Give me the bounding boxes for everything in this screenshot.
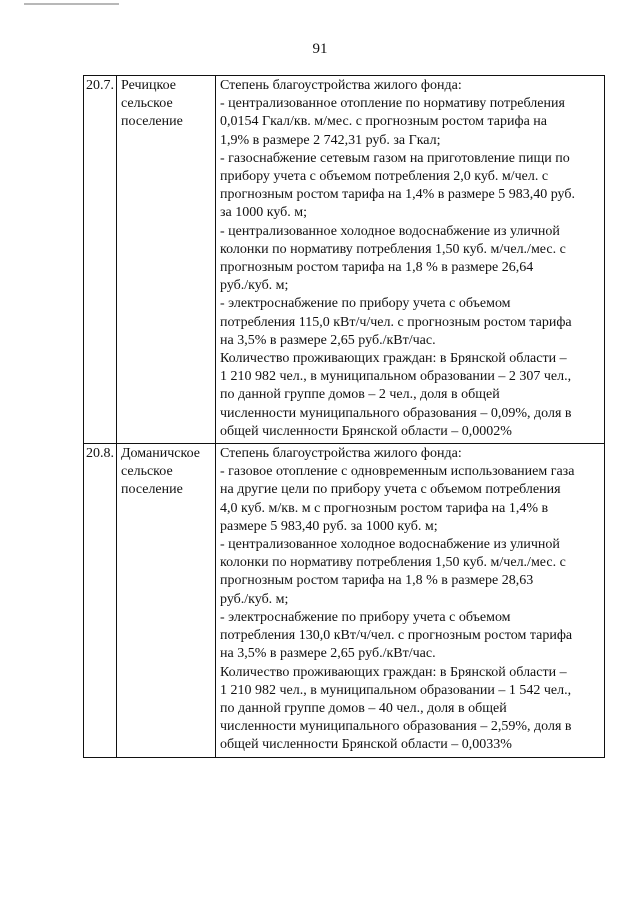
description-line: - электроснабжение по прибору учета с объемом [220,296,511,312]
description-line: численности муниципального образования – 2,59%, доля в [220,719,572,735]
description-line: Степень благоустройства жилого фонда: [220,78,462,93]
page-number: 91 [312,41,328,57]
description-line: прогнозным ростом тарифа на 1,8 % в размере 26,64 [220,260,534,276]
description-line: потребления 115,0 кВт/ч/чел. с прогнозным ростом тарифа [220,314,572,330]
description-line: 4,0 куб. м/кв. м с прогнозным ростом тарифа на 1,4% в [220,500,549,516]
description-line: по данной группе домов – 2 чел., доля в общей [220,387,500,403]
scan-artifact-line [24,3,119,5]
description-line: численности муниципального образования – 0,09%, доля в [220,405,572,421]
description-line: размере 5 983,40 руб. за 1000 куб. м; [220,518,438,534]
settlement-name-line: сельское [121,464,173,480]
description-line: на другие цели по прибору учета с объемом потребления [220,482,561,498]
description-cell [216,76,605,444]
description-line: руб./куб. м; [220,591,289,607]
table-row [84,76,605,444]
description-line: - газовое отопление с одновременным использованием газа [220,464,575,480]
row-number-cell: 20.8. [84,444,117,757]
description-line: потребления 130,0 кВт/ч/чел. с прогнозным ростом тарифа [220,628,573,644]
settlement-name-line: поселение [121,482,183,498]
description-line: 1 210 982 чел., в муниципальном образовании – 2 307 чел., [220,369,572,385]
table-body [84,76,605,758]
description-line: - централизованное холодное водоснабжение из уличной [220,223,560,239]
settlement-name-cell [117,76,216,444]
description-line: по данной группе домов – 40 чел., доля в общей [220,700,507,716]
description-line: - газоснабжение сетевым газом на приготовление пищи по [220,150,570,166]
row-number-cell: 20.7. [84,76,117,444]
description-line: Количество проживающих граждан: в Брянской области – [220,351,567,367]
description-line: прогнозным ростом тарифа на 1,8 % в размере 28,63 [220,573,534,589]
description-line: прибору учета с объемом потребления 2,0 куб. м/чел. с [220,169,549,185]
description-line: руб./куб. м; [220,278,289,294]
description-line: 1 210 982 чел., в муниципальном образовании – 1 542 чел., [220,682,572,698]
description-line: Степень благоустройства жилого фонда: [220,446,462,462]
description-line: 1,9% в размере 2 742,31 руб. за Гкал; [220,132,441,148]
description-line: Количество проживающих граждан: в Брянской области – [220,664,567,680]
description-line: 0,0154 Гкал/кв. м/мес. с прогнозным ростом тарифа на [220,114,547,130]
description-line: колонки по нормативу потребления 1,50 куб. м/чел./мес. с [220,241,566,257]
description-line: - централизованное холодное водоснабжение из уличной [220,537,560,553]
description-line: на 3,5% в размере 2,65 руб./кВт/час. [220,646,436,662]
description-line: прогнозным ростом тарифа на 1,4% в размере 5 983,40 руб. [220,187,575,203]
description-line: колонки по нормативу потребления 1,50 куб. м/чел./мес. с [220,555,566,571]
description-line: - электроснабжение по прибору учета с объемом [220,609,511,625]
settlement-name-line: поселение [121,114,183,130]
description-line: за 1000 куб. м; [220,205,308,221]
settlement-name-line: Речицкое [121,78,176,93]
settlement-name-line: Доманичское [121,446,200,462]
settlement-name-cell [117,444,216,757]
description-line: - централизованное отопление по нормативу потребления [220,96,565,112]
description-line: общей численности Брянской области – 0,0002% [220,423,512,439]
description-cell [216,444,605,757]
settlement-name-line: сельское [121,96,173,112]
description-line: на 3,5% в размере 2,65 руб./кВт/час. [220,332,436,348]
tariff-table [83,75,605,758]
description-line: общей численности Брянской области – 0,0033% [220,737,512,753]
table-row [84,444,605,757]
